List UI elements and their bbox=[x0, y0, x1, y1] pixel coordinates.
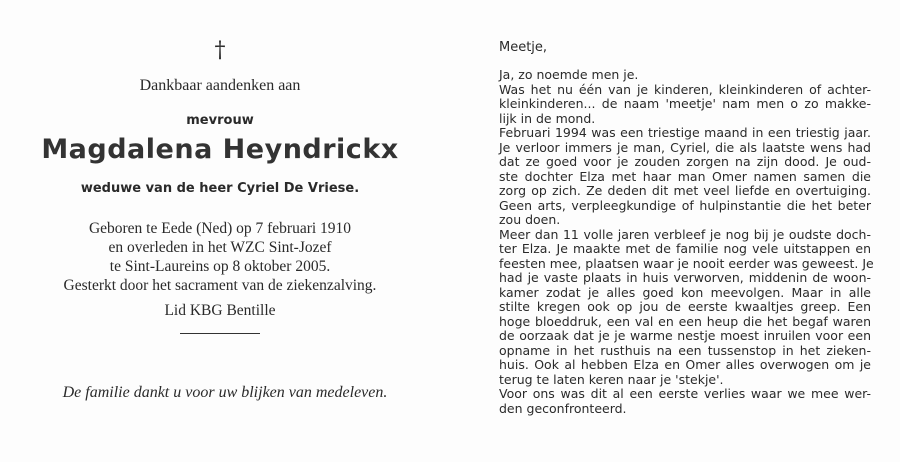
eulogy-line: zou doen. bbox=[499, 212, 561, 227]
eulogy-line: Je verloor immers je man, Cyriel, die als laatste wens had bbox=[499, 139, 871, 155]
cross-icon: † bbox=[214, 38, 226, 63]
eulogy-line: Februari 1994 was een triestige maand in een triestig jaar. bbox=[499, 125, 871, 140]
eulogy-line: had je vaste plaats in huis verworven, middenin de woon- bbox=[499, 270, 871, 285]
eulogy-line: Geen arts, verpleegkundige of hulpinstantie die het beter bbox=[499, 197, 871, 213]
life-line: en overleden in het WZC Sint-Jozef bbox=[108, 239, 332, 256]
thanks-text: De familie dankt u voor uw blijken van medeleven. bbox=[62, 384, 388, 401]
eulogy-line: feesten mee, plaatsen waar je nooit eerder was geweest. Je bbox=[499, 255, 874, 271]
eulogy-line: stilte kregen ook op jou de eerste kwaaltjes greep. Een bbox=[499, 299, 871, 314]
eulogy-line: ter Elza. Je maakte met de familie nog vele uitstappen en bbox=[499, 241, 871, 256]
eulogy-line: ste dochter Elza met haar man Omer namen samen die bbox=[499, 168, 871, 184]
divider bbox=[180, 333, 260, 334]
life-line: Gesterkt door het sacrament van de ziekenzalving. bbox=[63, 277, 377, 294]
eulogy-line: lijk in de mond. bbox=[499, 110, 596, 126]
eulogy-line: Meer dan 11 volle jaren verbleef je nog bij je oudste doch- bbox=[499, 226, 871, 242]
eulogy-line: de oorzaak dat je je warme nestje moest inruilen voor een bbox=[499, 328, 871, 343]
life-line: te Sint-Laureins op 8 oktober 2005. bbox=[109, 258, 331, 275]
eulogy-line: den geconfronteerd. bbox=[499, 400, 627, 416]
life-details bbox=[0, 219, 440, 295]
eulogy-line: opname in het rusthuis na een tussenstop in het zieken- bbox=[499, 342, 871, 358]
eulogy-line: hoge bloeddruk, een val en een heup die het begaf waren bbox=[499, 313, 871, 329]
eulogy-line: dat ze goed voor je zouden zorgen na zijn dood. Je oud- bbox=[499, 154, 871, 169]
eulogy-line: kamer zodat je alles goed kon meevolgen. Maar in alle bbox=[499, 284, 871, 300]
right-panel bbox=[450, 0, 900, 462]
eulogy-line: huis. Ook al hebben Elza en Omer alles overwogen om je bbox=[499, 357, 871, 372]
widow-text: weduwe van de heer Cyriel De Vriese. bbox=[80, 181, 360, 196]
title-text: mevrouw bbox=[186, 113, 254, 128]
intro-text: Dankbaar aandenken aan bbox=[139, 77, 301, 94]
eulogy-line: zorg op zich. Ze deden dit met veel liefde en overtuiging. bbox=[499, 183, 871, 198]
eulogy-line: Ja, zo noemde men je. bbox=[499, 67, 639, 82]
eulogy-line: Was het nu één van je kinderen, kleinkinderen of achter- bbox=[499, 81, 871, 97]
eulogy-line: kleinkinderen... de naam 'meetje' nam men o zo makke- bbox=[499, 96, 871, 111]
eulogy-text bbox=[499, 67, 874, 416]
salutation: Meetje, bbox=[499, 40, 548, 55]
eulogy-line: terug te laten keren naar je 'stekje'. bbox=[499, 371, 724, 387]
membership-text: Lid KBG Bentille bbox=[164, 302, 276, 319]
life-line: Geboren te Eede (Ned) op 7 februari 1910 bbox=[88, 220, 352, 237]
deceased-name: Magdalena Heyndrickx bbox=[41, 134, 399, 165]
eulogy-line: Voor ons was dit al een eerste verlies waar we mee wer- bbox=[499, 386, 871, 401]
